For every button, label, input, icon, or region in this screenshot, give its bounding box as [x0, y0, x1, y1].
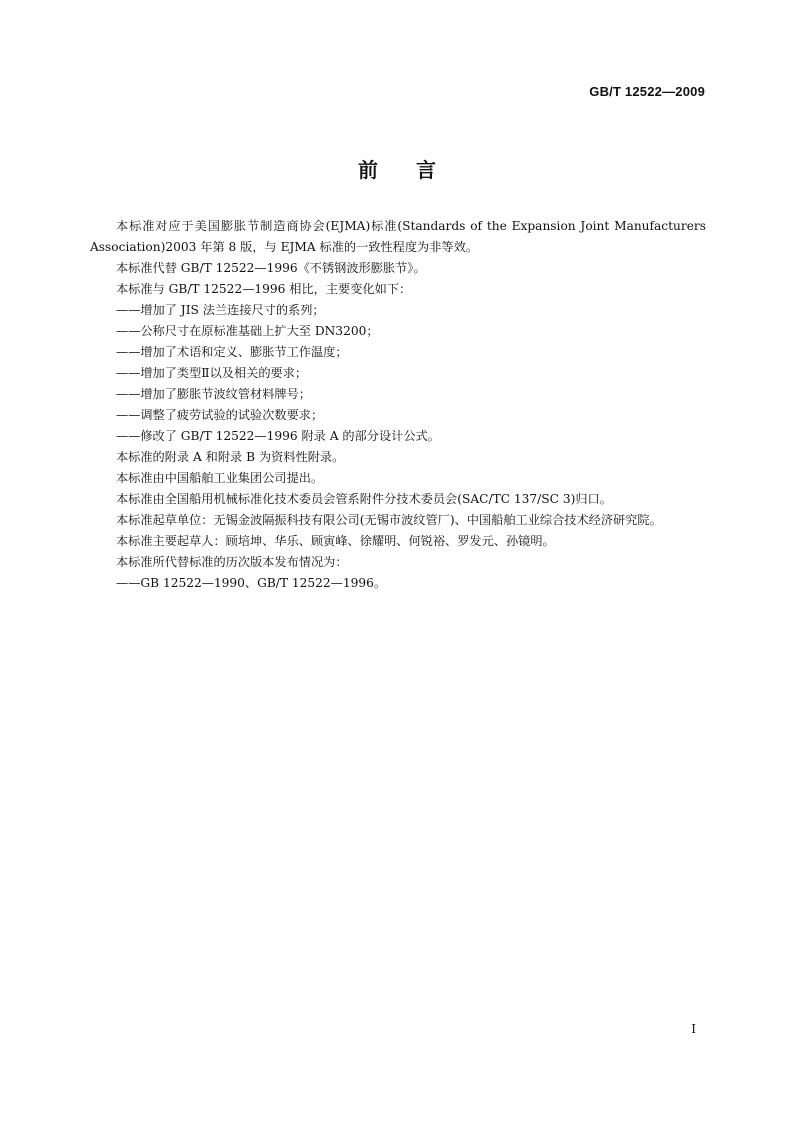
- change-item: ——修改了 GB/T 12522—1996 附录 A 的部分设计公式。: [116, 429, 440, 443]
- standard-code-header: GB/T 12522—2009: [589, 84, 705, 99]
- change-item: ——公称尺寸在原标准基础上扩大至 DN3200；: [116, 324, 379, 338]
- paragraph-history-intro: 本标准所代替标准的历次版本发布情况为：: [116, 555, 348, 569]
- document-body: [90, 216, 706, 594]
- change-item: ——调整了疲劳试验的试验次数要求；: [116, 408, 324, 422]
- history-item: ——GB 12522—1990、GB/T 12522—1996。: [116, 576, 387, 590]
- page-title: 前言: [358, 158, 474, 182]
- paragraph-replaces: 本标准代替 GB/T 12522—1996《不锈钢波形膨胀节》。: [116, 261, 426, 275]
- change-item: ——增加了类型Ⅱ以及相关的要求；: [116, 366, 308, 380]
- paragraph-drafting-units: 本标准起草单位：无锡金波隔振科技有限公司(无锡市波纹管厂)、中国船舶工业综合技术经济研究院。: [116, 513, 662, 527]
- paragraph-under-jurisdiction: 本标准由全国船用机械标准化技术委员会管系附件分技术委员会(SAC/TC 137/SC 3)归口。: [116, 492, 612, 506]
- paragraph-changes-intro: 本标准与 GB/T 12522—1996 相比，主要变化如下：: [116, 282, 412, 296]
- page-number: I: [691, 1022, 696, 1036]
- change-item: ——增加了 JIS 法兰连接尺寸的系列；: [116, 303, 325, 317]
- paragraph-proposed-by: 本标准由中国船舶工业集团公司提出。: [116, 471, 324, 485]
- paragraph-drafters: 本标准主要起草人：顾培坤、华乐、顾寅峰、徐耀明、何锐裕、罗发元、孙镜明。: [116, 534, 555, 548]
- paragraph-appendix: 本标准的附录 A 和附录 B 为资料性附录。: [116, 450, 345, 464]
- change-item: ——增加了术语和定义、膨胀节工作温度；: [116, 345, 348, 359]
- change-item: ——增加了膨胀节波纹管材料牌号；: [116, 387, 311, 401]
- paragraph-correspondence: 本标准对应于美国膨胀节制造商协会(EJMA)标准(Standards of the Expansion Joint Manufacturers Association)2003 年第 8 版，与 EJMA 标准的一致性程度为非等效。: [90, 219, 706, 254]
